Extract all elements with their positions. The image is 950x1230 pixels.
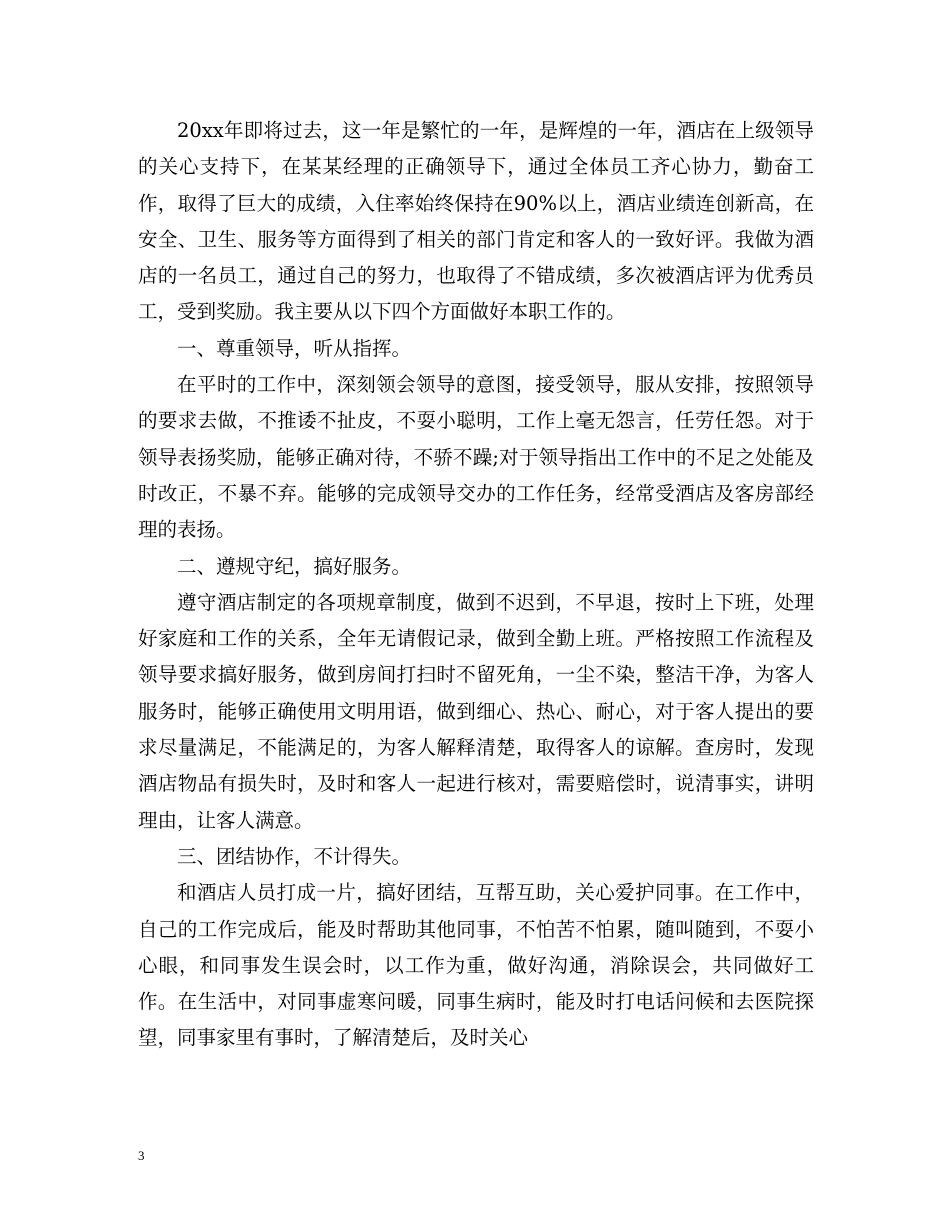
paragraph-intro: 20xx年即将过去，这一年是繁忙的一年，是辉煌的一年，酒店在上级领导的关心支持下，在某某经理的正确领导下，通过全体员工齐心协力，勤奋工作，取得了巨大的成绩，入住率始终保持在90%以上，酒店业绩连创新高，在安全、卫生、服务等方面得到了相关的部门肯定和客人的一致好评。我做为酒店的一名员工，通过自己的努力，也取得了不错成绩，多次被酒店评为优秀员工，受到奖励。我主要从以下四个方面做好本职工作的。 xyxy=(138,119,814,324)
section-heading-3: 三、团结协作，不计得失。 xyxy=(177,844,412,868)
paragraph-section-1: 在平时的工作中，深刻领会领导的意图，接受领导，服从安排，按照领导的要求去做，不推诿不扯皮，不耍小聪明，工作上毫无怨言，任劳任怨。对于领导表扬奖励，能够正确对待，不骄不躁;对于领导指出工作中的不足之处能及时改正，不暴不弃。能够的完成领导交办的工作任务，经常受酒店及客房部经理的表扬。 xyxy=(138,373,814,542)
section-heading-2: 二、遵规守纪，搞好服务。 xyxy=(177,554,412,578)
paragraph-section-2: 遵守酒店制定的各项规章制度，做到不迟到，不早退，按时上下班，处理好家庭和工作的关系，全年无请假记录，做到全勤上班。严格按照工作流程及领导要求搞好服务，做到房间打扫时不留死角，一尘不染，整洁干净，为客人服务时，能够正确使用文明用语，做到细心、热心、耐心，对于客人提出的要求尽量满足，不能满足的，为客人解释清楚，取得客人的谅解。查房时，发现酒店物品有损失时，及时和客人一起进行核对，需要赔偿时，说清事实，讲明理由，让客人满意。 xyxy=(138,590,814,832)
page-number: 3 xyxy=(138,1148,145,1163)
paragraph-section-3: 和酒店人员打成一片，搞好团结，互帮互助，关心爱护同事。在工作中，自己的工作完成后，能及时帮助其他同事，不怕苦不怕累，随叫随到，不耍小心眼，和同事发生误会时，以工作为重，做好沟通，消除误会，共同做好工作。在生活中，对同事虚寒问暖，同事生病时，能及时打电话问候和去医院探望，同事家里有事时，了解清楚后，及时关心 xyxy=(138,881,814,1050)
document-body xyxy=(138,113,814,1057)
section-heading-1: 一、尊重领导，听从指挥。 xyxy=(177,336,412,360)
